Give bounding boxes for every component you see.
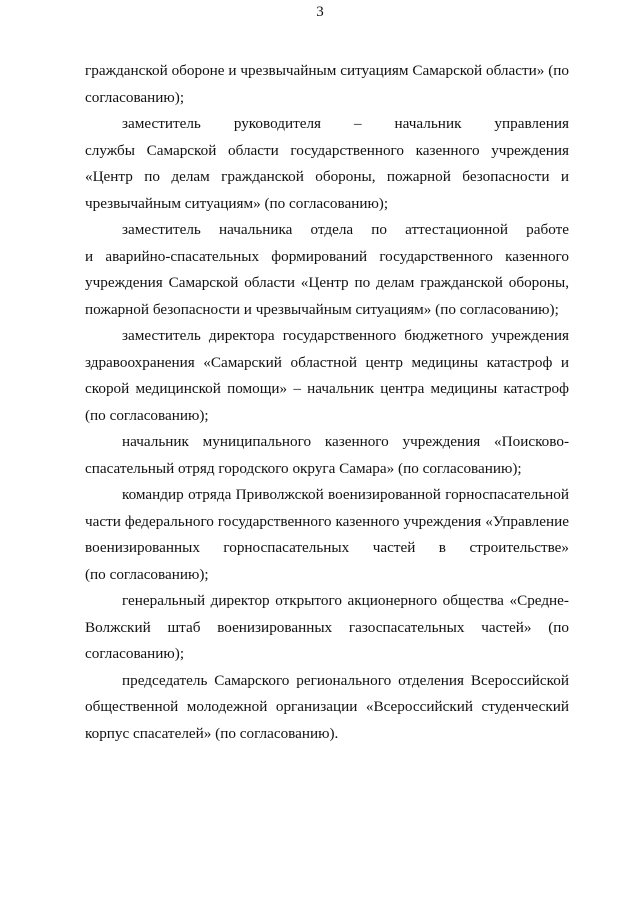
- paragraph: [85, 588, 569, 668]
- text-line: корпус спасателей» (по согласованию).: [85, 724, 339, 742]
- document-body: [85, 58, 569, 747]
- text-line: заместитель директора государственного бюджетного учреждения: [122, 327, 569, 344]
- text-line: чрезвычайным ситуациям» (по согласованию);: [85, 194, 389, 212]
- text-line: учреждения Самарской области «Центр по делам гражданской обороны,: [85, 274, 569, 291]
- text-line: здравоохранения «Самарский областной центр медицины катастроф и: [85, 353, 569, 371]
- text-line: согласованию);: [85, 645, 185, 662]
- text-line: и аварийно-спасательных формирований государственного казенного: [85, 247, 569, 265]
- text-line: председатель Самарского регионального отделения Всероссийской: [122, 671, 569, 689]
- text-line: (по согласованию);: [85, 406, 209, 424]
- text-line: командир отряда Приволжской военизированной горноспасательной: [122, 486, 569, 503]
- paragraph: [85, 429, 569, 482]
- text-line: службы Самарской области государственного казенного учреждения: [85, 141, 569, 159]
- text-line: (по согласованию);: [85, 565, 209, 583]
- text-line: скорой медицинской помощи» – начальник центра медицины катастроф: [85, 380, 569, 397]
- paragraph: [85, 111, 569, 217]
- text-line: гражданской обороне и чрезвычайным ситуациям Самарской области» (по: [85, 62, 569, 79]
- text-line: начальник муниципального казенного учреждения «Поисково-: [122, 433, 569, 450]
- paragraph: [85, 217, 569, 323]
- paragraph: [85, 482, 569, 588]
- text-line: военизированных горноспасательных частей в строительстве»: [85, 539, 569, 556]
- text-line: Волжский штаб военизированных газоспасательных частей» (по: [85, 618, 569, 636]
- text-line: согласованию);: [85, 88, 185, 106]
- paragraph: [85, 58, 569, 111]
- text-line: пожарной безопасности и чрезвычайным ситуациям» (по согласованию);: [85, 300, 559, 318]
- paragraph: [85, 323, 569, 429]
- page-number: 3: [316, 4, 324, 20]
- text-line: части федерального государственного казенного учреждения «Управление: [85, 512, 569, 530]
- text-line: генеральный директор открытого акционерного общества «Средне-: [122, 592, 569, 609]
- text-line: спасательный отряд городского округа Самара» (по согласованию);: [85, 459, 522, 477]
- text-line: заместитель руководителя – начальник управления: [122, 115, 569, 132]
- paragraph: [85, 668, 569, 748]
- text-line: «Центр по делам гражданской обороны, пожарной безопасности и: [85, 168, 569, 185]
- text-line: общественной молодежной организации «Всероссийский студенческий: [85, 698, 569, 715]
- text-line: заместитель начальника отдела по аттестационной работе: [122, 221, 569, 238]
